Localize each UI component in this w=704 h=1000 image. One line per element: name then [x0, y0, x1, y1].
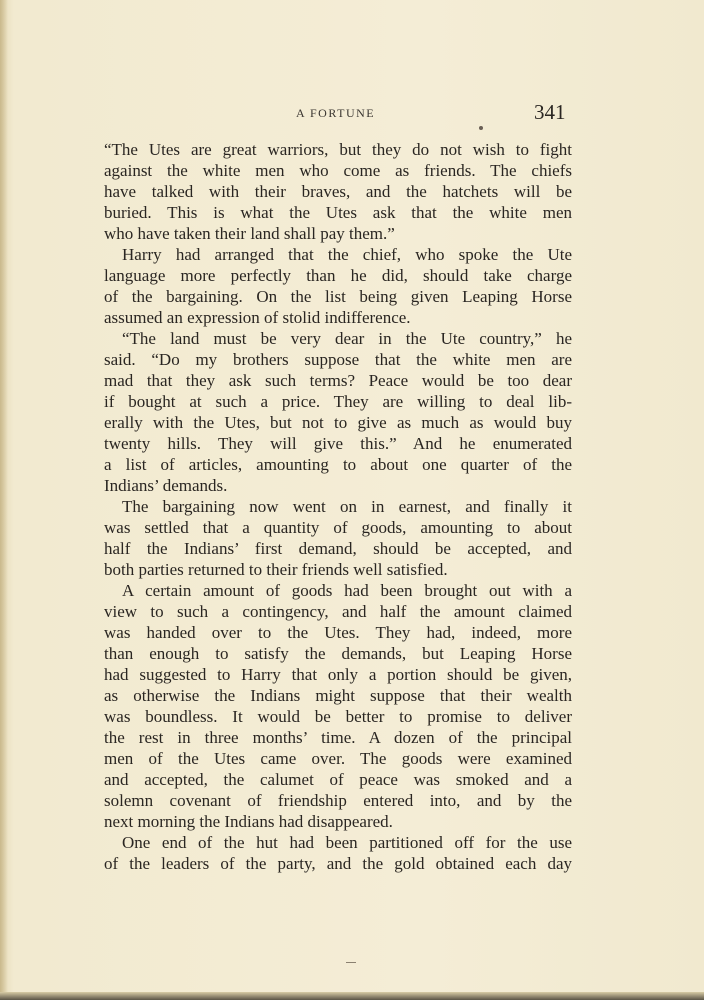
text-line: was boundless. It would be better to promise to deliver [104, 707, 572, 726]
text-line: next morning the Indians had disappeared. [104, 812, 393, 831]
text-line: mad that they ask such terms? Peace would be too dear [104, 371, 572, 390]
text-line: if bought at such a price. They are willing to deal lib- [104, 392, 572, 411]
text-line: of the bargaining. On the list being given Leaping Horse [104, 287, 572, 306]
text-line: was settled that a quantity of goods, amounting to about [104, 518, 572, 537]
text-line: had suggested to Harry that only a portion should be given, [104, 665, 572, 684]
text-line: men of the Utes came over. The goods were examined [104, 749, 572, 768]
text-line: was handed over to the Utes. They had, indeed, more [104, 623, 572, 642]
bottom-mark [346, 962, 356, 963]
text-line: A certain amount of goods had been brought out with a [122, 581, 572, 600]
text-line: a list of articles, amounting to about one quarter of the [104, 455, 572, 474]
text-line: have talked with their braves, and the hatchets will be [104, 182, 572, 201]
text-line: of the leaders of the party, and the gold obtained each day [104, 854, 572, 873]
printer-mark [479, 126, 483, 130]
text-line: The bargaining now went on in earnest, and finally it [122, 497, 572, 516]
text-line: assumed an expression of stolid indifference. [104, 308, 411, 327]
text-line: both parties returned to their friends well satisfied. [104, 560, 448, 579]
text-line: “The land must be very dear in the Ute country,” he [122, 329, 572, 348]
body-text [104, 139, 572, 874]
page-bottom-edge [0, 992, 704, 1000]
page-number: 341 [534, 100, 566, 124]
text-line: who have taken their land shall pay them.” [104, 224, 395, 243]
text-line: One end of the hut had been partitioned off for the use [122, 833, 572, 852]
text-line: language more perfectly than he did, should take charge [104, 266, 572, 285]
text-line: buried. This is what the Utes ask that the white men [104, 203, 572, 222]
spine-shadow [0, 0, 8, 1000]
text-line: “The Utes are great warriors, but they do not wish to fight [104, 140, 572, 159]
text-line: and accepted, the calumet of peace was smoked and a [104, 770, 572, 789]
text-line: solemn covenant of friendship entered into, and by the [104, 791, 572, 810]
text-line: half the Indians’ first demand, should be accepted, and [104, 539, 572, 558]
text-line: than enough to satisfy the demands, but Leaping Horse [104, 644, 572, 663]
text-line: the rest in three months’ time. A dozen of the principal [104, 728, 572, 747]
text-line: as otherwise the Indians might suppose that their wealth [104, 686, 572, 705]
text-line: view to such a contingency, and half the amount claimed [104, 602, 572, 621]
text-line: Harry had arranged that the chief, who spoke the Ute [122, 245, 572, 264]
text-line: against the white men who come as friends. The chiefs [104, 161, 572, 180]
text-line: said. “Do my brothers suppose that the white men are [104, 350, 572, 369]
text-line: Indians’ demands. [104, 476, 228, 495]
text-line: twenty hills. They will give this.” And he enumerated [104, 434, 572, 453]
running-title: A FORTUNE [296, 106, 376, 120]
running-head [0, 96, 704, 126]
text-line: erally with the Utes, but not to give as much as would buy [104, 413, 572, 432]
